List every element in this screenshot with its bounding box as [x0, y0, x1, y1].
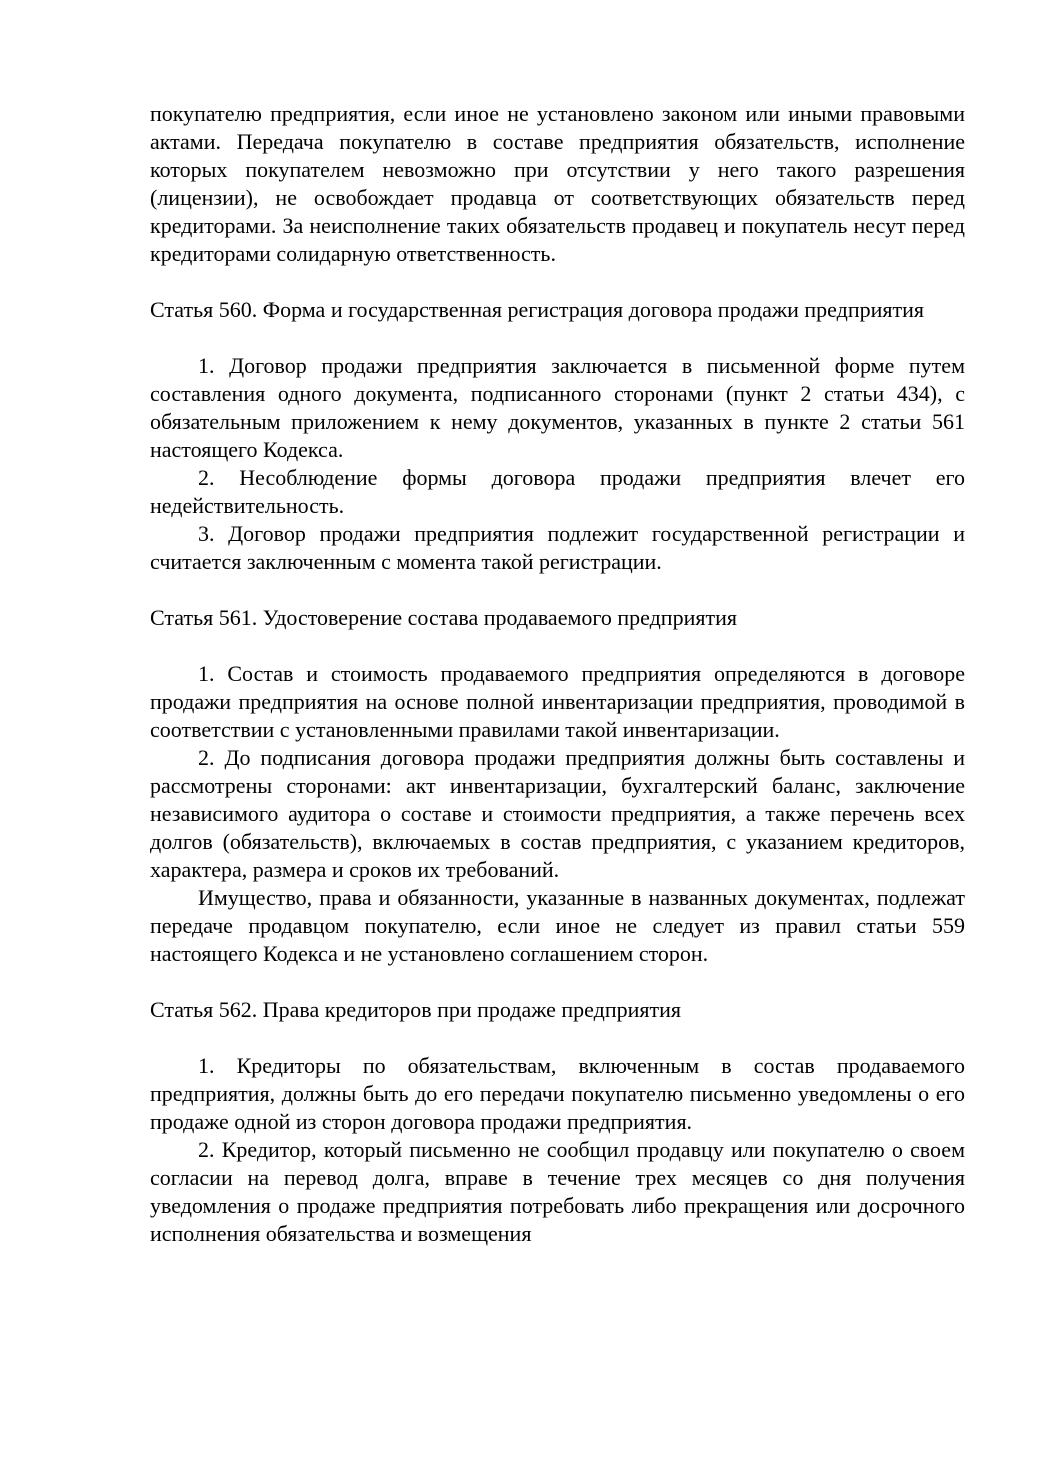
article-561-paragraph-2: 2. До подписания договора продажи предприятия должны быть составлены и рассмотрены сторонами: акт инвентаризации, бухгалтерский баланс, заключение независимого аудитора о составе и стоимости предприятия, а также перечень всех долгов (обязательств), включаемых в состав предприятия, с указанием кредиторов, характера, размера и сроков их требований. — [150, 745, 965, 882]
article-561-paragraph-1: 1. Состав и стоимость продаваемого предприятия определяются в договоре продажи предприятия на основе полной инвентаризации предприятия, проводимой в соответствии с установленными правилами такой инвентаризации. — [150, 661, 965, 742]
spacer — [150, 576, 965, 604]
article-562-paragraph-1: 1. Кредиторы по обязательствам, включенным в состав продаваемого предприятия, должны быть до его передачи покупателю письменно уведомлены о его продаже одной из сторон договора продажи предприятия. — [150, 1053, 965, 1134]
continuation-paragraph: покупателю предприятия, если иное не установлено законом или иными правовыми актами. Передача покупателю в составе предприятия обязательств, исполнение которых покупателем невозможно при отсутствии у него такого разрешения (лицензии), не освобождает продавца от соответствующих обязательств перед кредиторами. За неисполнение таких обязательств продавец и покупатель несут перед кредиторами солидарную ответственность. — [150, 101, 965, 266]
article-561-paragraph-3: Имущество, права и обязанности, указанные в названных документах, подлежат передаче продавцом покупателю, если иное не следует из правил статьи 559 настоящего Кодекса и не установлено соглашением сторон. — [150, 885, 965, 966]
article-560-paragraph-2: 2. Несоблюдение формы договора продажи предприятия влечет его недействительность. — [150, 465, 965, 518]
spacer — [150, 632, 965, 660]
spacer — [150, 268, 965, 296]
document-page — [150, 100, 965, 1248]
spacer — [150, 324, 965, 352]
article-561-heading: Статья 561. Удостоверение состава продаваемого предприятия — [150, 605, 737, 630]
article-560-paragraph-1: 1. Договор продажи предприятия заключается в письменной форме путем составления одного документа, подписанного сторонами (пункт 2 статьи 434), с обязательным приложением к нему документов, указанных в пункте 2 статьи 561 настоящего Кодекса. — [150, 353, 965, 462]
spacer — [150, 968, 965, 996]
article-562-paragraph-2: 2. Кредитор, который письменно не сообщил продавцу или покупателю о своем согласии на перевод долга, вправе в течение трех месяцев со дня получения уведомления о продаже предприятия потребовать либо прекращения или досрочного исполнения обязательства и возмещения — [150, 1137, 965, 1246]
article-562-heading: Статья 562. Права кредиторов при продаже предприятия — [150, 997, 682, 1022]
article-560-heading: Статья 560. Форма и государственная регистрация договора продажи предприятия — [150, 297, 924, 322]
spacer — [150, 1024, 965, 1052]
article-560-paragraph-3: 3. Договор продажи предприятия подлежит государственной регистрации и считается заключенным с момента такой регистрации. — [150, 521, 965, 574]
